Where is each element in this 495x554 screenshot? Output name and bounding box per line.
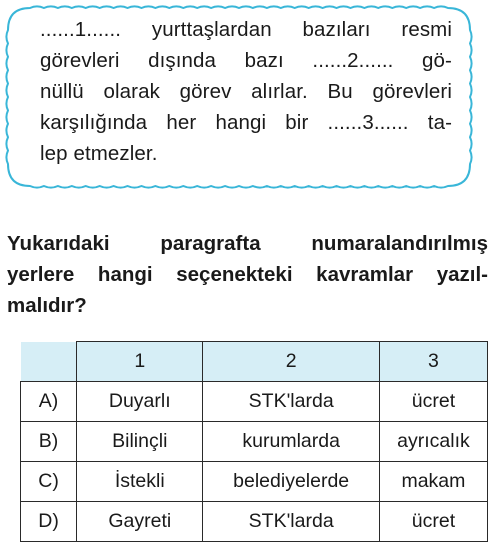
option-cell-1: Bilinçli bbox=[77, 422, 203, 462]
option-cell-3: ücret bbox=[379, 382, 487, 422]
passage-line: lep etmezler. bbox=[40, 142, 158, 165]
passage-line: nüllü olarak görev alırlar. Bu görevleri bbox=[40, 80, 452, 103]
option-row-b[interactable] bbox=[21, 422, 488, 462]
option-cell-1: İstekli bbox=[77, 462, 203, 502]
option-cell-3: makam bbox=[379, 462, 487, 502]
option-row-c[interactable] bbox=[21, 462, 488, 502]
passage-text bbox=[40, 14, 452, 169]
option-row-d[interactable] bbox=[21, 502, 488, 542]
question-line: malıdır? bbox=[7, 294, 87, 317]
option-row-a[interactable] bbox=[21, 382, 488, 422]
option-cell-2: belediyelerde bbox=[203, 462, 379, 502]
option-cell-2: kurumlarda bbox=[203, 422, 379, 462]
header-cell-3: 3 bbox=[379, 342, 487, 382]
option-cell-2: STK'larda bbox=[203, 382, 379, 422]
option-letter[interactable]: B) bbox=[21, 422, 77, 462]
header-cell-2: 2 bbox=[203, 342, 379, 382]
option-cell-3: ayrıcalık bbox=[379, 422, 487, 462]
option-cell-3: ücret bbox=[379, 502, 487, 542]
option-cell-2: STK'larda bbox=[203, 502, 379, 542]
question-line: Yukarıdaki paragrafta numaralandırılmış bbox=[7, 232, 488, 255]
passage-line: görevleri dışında bazı ......2...... gö- bbox=[40, 49, 452, 72]
passage-line: ......1...... yurttaşlardan bazıları resmi bbox=[40, 18, 452, 41]
option-cell-1: Duyarlı bbox=[77, 382, 203, 422]
header-blank-cell bbox=[21, 342, 77, 382]
passage-line: karşılığında her hangi bir ......3...... ta- bbox=[40, 111, 452, 134]
header-cell-1: 1 bbox=[77, 342, 203, 382]
question-text bbox=[7, 228, 488, 321]
option-letter[interactable]: D) bbox=[21, 502, 77, 542]
option-letter[interactable]: A) bbox=[21, 382, 77, 422]
table-header-row bbox=[21, 342, 488, 382]
options-table bbox=[20, 341, 488, 542]
option-letter[interactable]: C) bbox=[21, 462, 77, 502]
question-line: yerlere hangi seçenekteki kavramlar yazıl- bbox=[7, 263, 488, 286]
option-cell-1: Gayreti bbox=[77, 502, 203, 542]
